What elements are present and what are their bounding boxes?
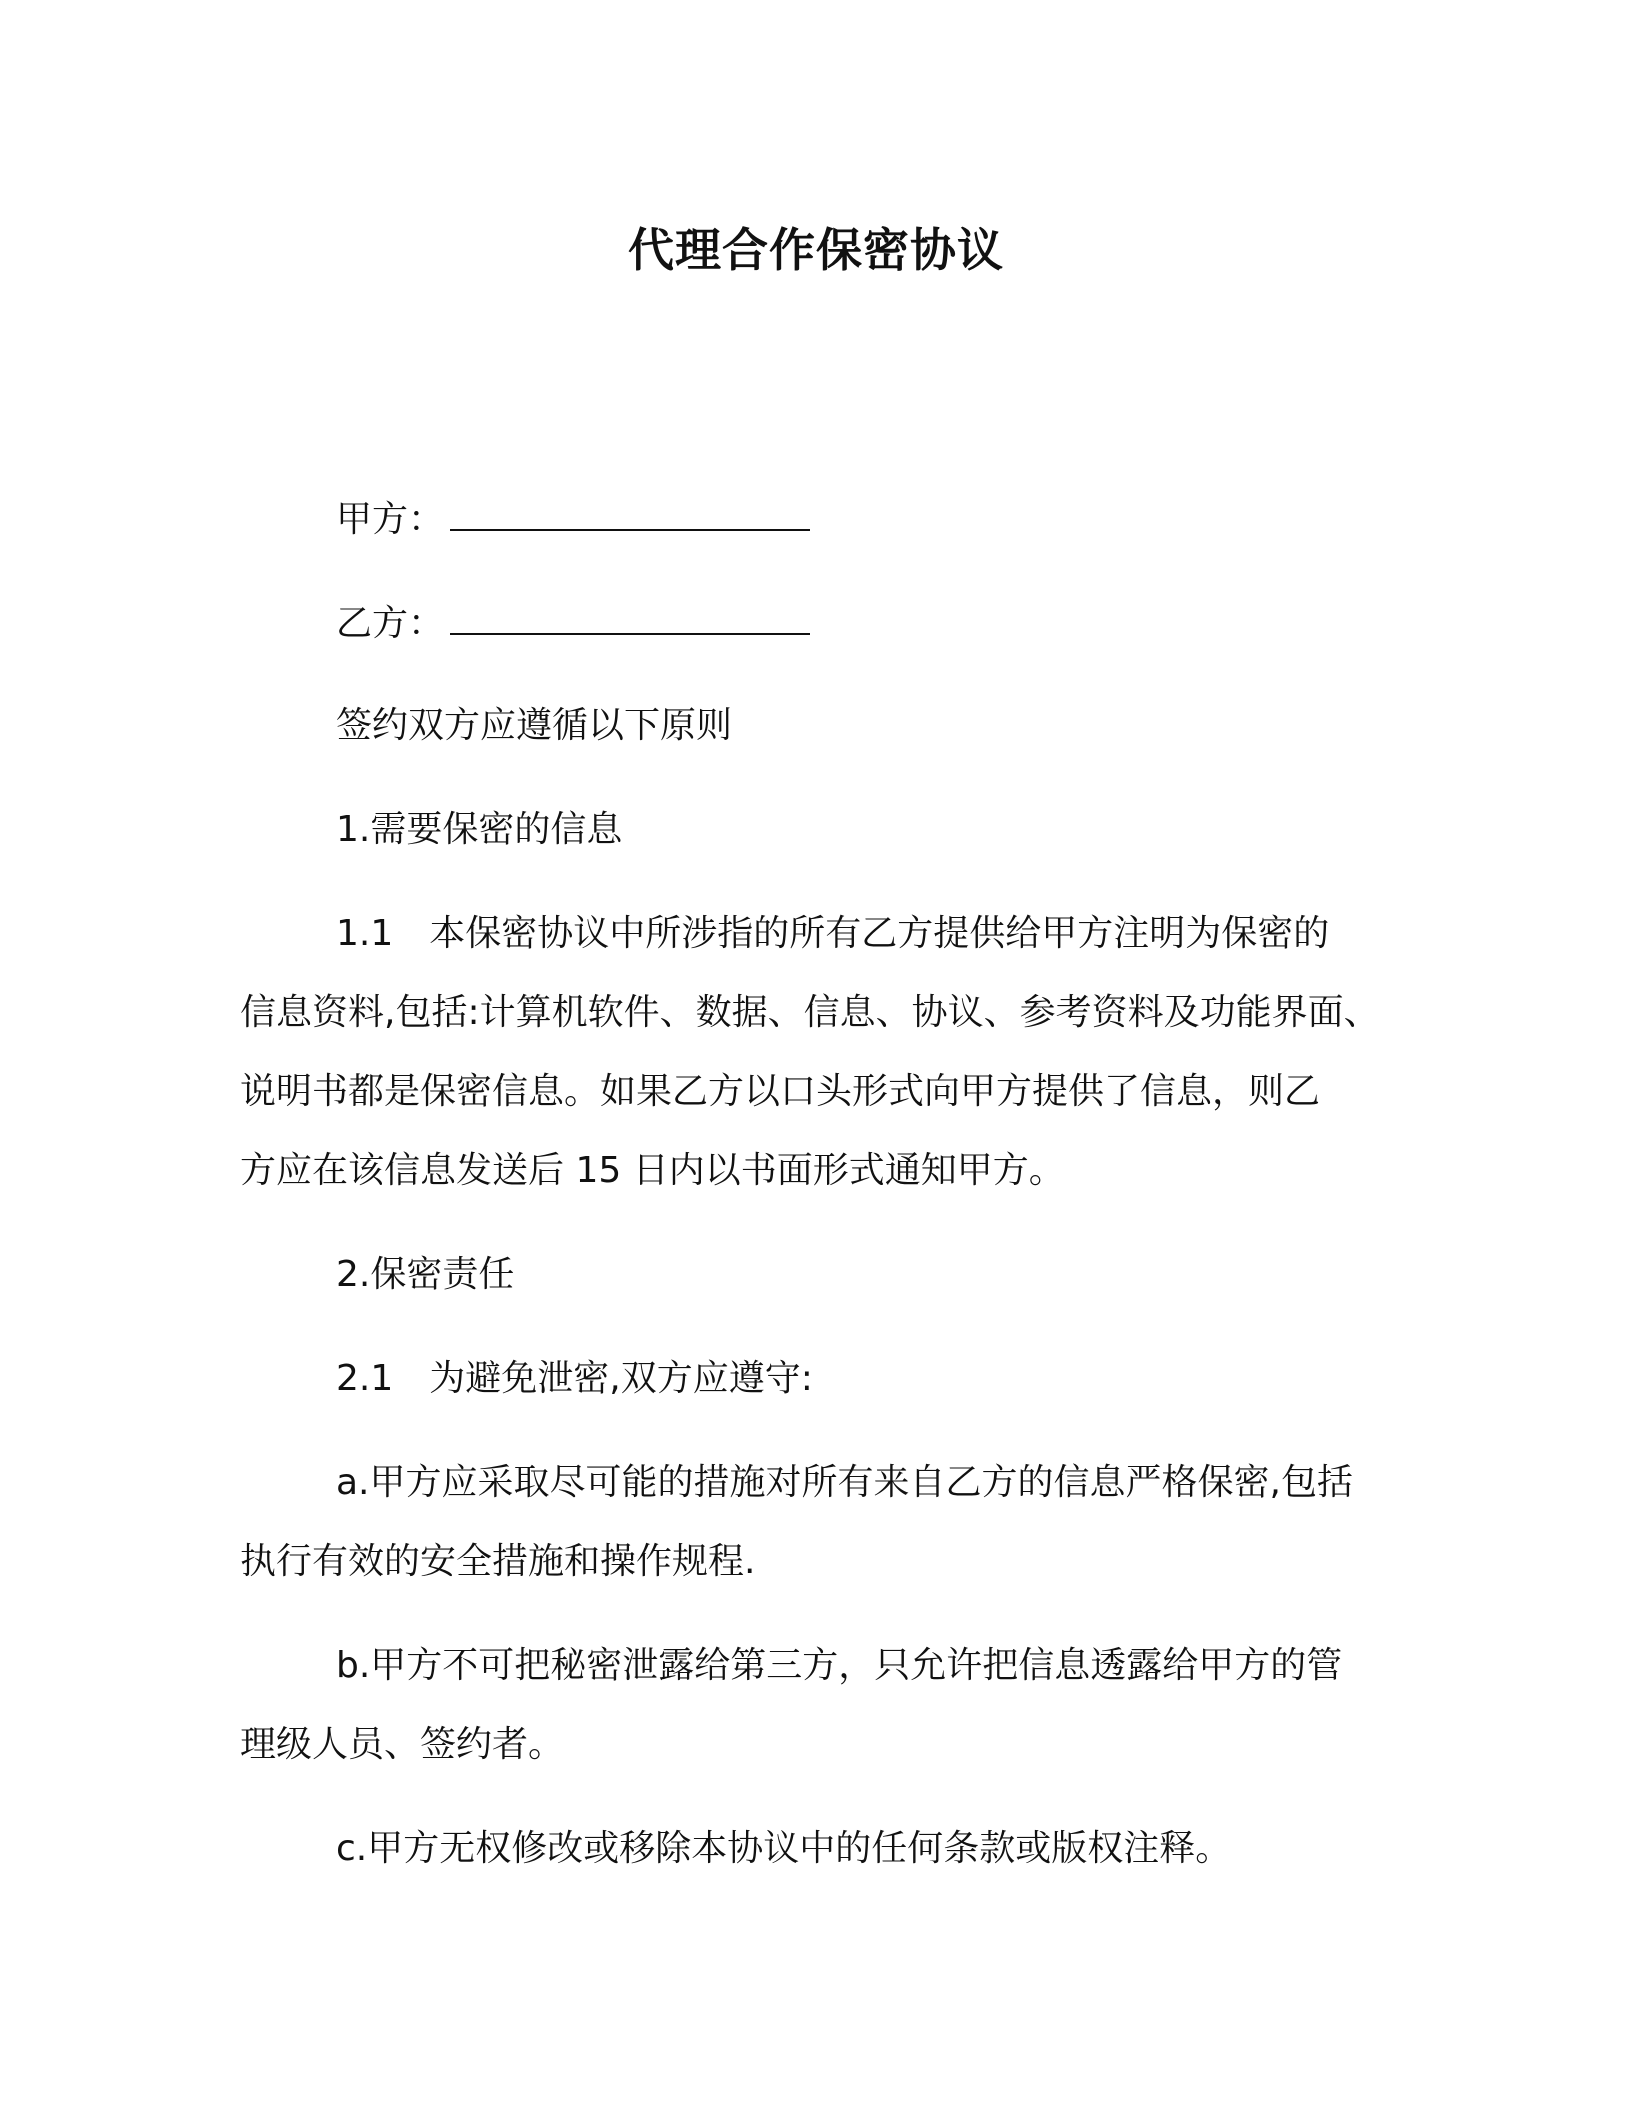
section2-heading: 2.保密责任 xyxy=(336,1254,515,1295)
clause-2-1-number: 2.1 xyxy=(336,1358,394,1399)
party-a-blank xyxy=(450,493,810,531)
party-a-label: 甲方： xyxy=(336,499,445,540)
item-a-line-1: a.甲方应采取尽可能的措施对所有来自乙方的信息严格保密,包括 xyxy=(336,1462,1353,1503)
party-b-line xyxy=(336,597,810,649)
document-title: 代理合作保密协议 xyxy=(628,223,1004,277)
item-c-line-1: c.甲方无权修改或移除本协议中的任何条款或版权注释。 xyxy=(336,1828,1232,1869)
item-b-line-1: b.甲方不可把秘密泄露给第三方，只允许把信息透露给甲方的管 xyxy=(336,1645,1343,1686)
principle-line: 签约双方应遵循以下原则 xyxy=(336,705,733,746)
clause-1-1-line-3: 说明书都是保密信息。如果乙方以口头形式向甲方提供了信息，则乙 xyxy=(240,1071,1321,1112)
item-a-line-2: 执行有效的安全措施和操作规程. xyxy=(240,1541,756,1582)
clause-2-1-line xyxy=(336,1354,813,1404)
clause-1-1-number: 1.1 xyxy=(336,913,394,954)
item-b-line-2: 理级人员、签约者。 xyxy=(240,1724,565,1765)
party-b-label: 乙方： xyxy=(336,603,445,644)
clause-1-1-line-4: 方应在该信息发送后 15 日内以书面形式通知甲方。 xyxy=(240,1150,1065,1191)
clause-2-1-text: 为避免泄密,双方应遵守: xyxy=(429,1358,813,1399)
clause-1-1-line-1 xyxy=(336,909,1329,959)
clause-1-1-text: 本保密协议中所涉指的所有乙方提供给甲方注明为保密的 xyxy=(429,913,1330,954)
party-b-blank xyxy=(450,597,810,635)
section1-heading: 1.需要保密的信息 xyxy=(336,809,623,850)
party-a-line xyxy=(336,493,810,545)
clause-1-1-line-2: 信息资料,包括:计算机软件、数据、信息、协议、参考资料及功能界面、 xyxy=(240,992,1380,1033)
